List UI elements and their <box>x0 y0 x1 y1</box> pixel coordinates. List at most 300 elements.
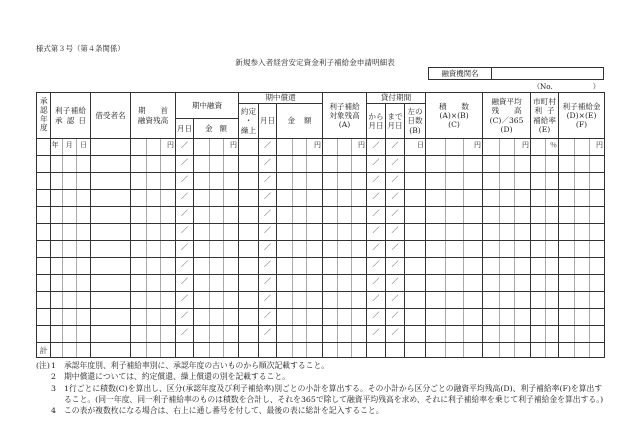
cell-mid-loan-amount: 円 <box>194 139 239 156</box>
header-subsidy-rate-line: 補給率 <box>533 115 556 125</box>
cell-mid-loan-amount <box>194 207 239 224</box>
cell-opening-balance <box>131 326 176 343</box>
header-borrower <box>91 93 131 139</box>
cell-approval-year <box>37 309 51 326</box>
cell-mid-repay-amount <box>277 343 323 358</box>
cell-opening-balance <box>131 258 176 275</box>
cell-opening-balance <box>131 241 176 258</box>
cell-borrower <box>91 207 131 224</box>
cell-period-to: ／ <box>386 190 405 207</box>
cell-period-from: ／ <box>367 241 386 258</box>
cell-avg-balance <box>483 207 531 224</box>
header-period-days-line: (B) <box>409 125 421 135</box>
table-body <box>37 139 605 358</box>
cell-product: 円 <box>426 139 483 156</box>
header-period-to-line: まで <box>387 111 403 121</box>
cell-days <box>405 292 426 309</box>
cell-period-from: ／ <box>367 224 386 241</box>
cell-mid-repay-date: ／ <box>259 190 277 207</box>
header-period-days-line: 日数 <box>407 116 423 126</box>
sheet-number <box>533 82 600 92</box>
cell-mid-repay-type <box>239 139 259 156</box>
header-mid-loan-label: 期中融資 <box>191 100 223 110</box>
cell-subsidy <box>559 173 605 190</box>
cell-mid-repay-amount: 円 <box>277 139 323 156</box>
cell-mid-loan-amount <box>194 326 239 343</box>
cell-period-from: ／ <box>367 275 386 292</box>
note-indent <box>36 371 51 382</box>
cell-borrower <box>91 309 131 326</box>
header-target-balance-line: 対象残高 <box>329 110 360 120</box>
cell-mid-repay-date <box>259 343 277 358</box>
header-mid-repay-date <box>259 104 277 139</box>
cell-days <box>405 241 426 258</box>
table-row <box>37 224 605 241</box>
cell-mid-repay-type <box>239 207 259 224</box>
cell-days: 日 <box>405 139 426 156</box>
cell-product <box>426 326 483 343</box>
total-row <box>37 343 605 358</box>
header-mid-loan-amount <box>194 119 239 139</box>
header-mid-repay-type-line: ・ <box>244 116 253 126</box>
cell-mid-repay-amount <box>277 156 323 173</box>
cell-mid-repay-amount <box>277 241 323 258</box>
header-average-balance-line: 融資平均 <box>491 96 522 106</box>
cell-target-balance <box>323 173 367 190</box>
cell-period-to: ／ <box>386 258 405 275</box>
header-period-days-line: 左の <box>407 107 423 117</box>
sheet-number-open: （No. <box>532 82 553 91</box>
header-period-from <box>367 104 386 139</box>
header-mid-repay-date-label: 月日 <box>259 116 276 126</box>
header-product-line: (C) <box>448 120 460 130</box>
form-number: 様式第３号（第４条関係） <box>36 44 125 53</box>
header-subsidy-amount-line: (D)×(E) <box>566 110 597 120</box>
cell-product <box>426 224 483 241</box>
header-approval-year <box>37 93 51 139</box>
cell-period-to: ／ <box>386 309 405 326</box>
cell-mid-repay-amount <box>277 292 323 309</box>
cell-period-from: ／ <box>367 139 386 156</box>
header-mid-repay-amount-label: 金額 <box>287 116 312 126</box>
cell-avg-balance <box>483 241 531 258</box>
cell-mid-loan-date: ／ <box>176 139 194 156</box>
cell-period-to: ／ <box>386 224 405 241</box>
cell-period-from: ／ <box>367 326 386 343</box>
header-mid-repay-amount <box>277 104 323 139</box>
cell-borrower <box>91 190 131 207</box>
note-item <box>36 360 604 371</box>
cell-subsidy <box>559 190 605 207</box>
table-row <box>37 326 605 343</box>
cell-opening-balance <box>131 343 176 358</box>
sheet-number-blank <box>553 82 593 92</box>
header-mid-repay-label: 期中償還 <box>265 93 296 103</box>
cell-mid-repay-amount <box>277 309 323 326</box>
cell-mid-repay-type <box>239 326 259 343</box>
note-item <box>36 371 604 382</box>
cell-opening-balance <box>131 207 176 224</box>
cell-approval-year <box>37 241 51 258</box>
cell-period-from: ／ <box>367 156 386 173</box>
header-mid-repay-type-line: 約定 <box>240 107 257 117</box>
cell-approval-year: 計 <box>37 343 51 358</box>
header-average-balance-line: (D) <box>500 124 513 134</box>
cell-approval-date <box>51 241 91 258</box>
cell-product <box>426 207 483 224</box>
header-subsidy-rate-line: 市町村 <box>533 96 556 106</box>
cell-mid-loan-date: ／ <box>176 190 194 207</box>
cell-days <box>405 173 426 190</box>
header-product-line: (A)×(B) <box>439 110 469 120</box>
cell-mid-loan-date <box>176 343 194 358</box>
cell-period-from: ／ <box>367 292 386 309</box>
cell-mid-loan-amount <box>194 224 239 241</box>
table-row <box>37 156 605 173</box>
cell-rate <box>531 309 559 326</box>
header-mid-loan-amount-label: 金額 <box>205 123 227 133</box>
cell-period-from: ／ <box>367 173 386 190</box>
note-indent <box>36 405 51 416</box>
cell-target-balance <box>323 309 367 326</box>
cell-mid-repay-amount <box>277 207 323 224</box>
cell-product <box>426 173 483 190</box>
cell-avg-balance <box>483 190 531 207</box>
note-text: 1行ごとに積数(C)を算出し、区分(承認年度及び利子補給率)別ごとの小計を算出する。その小計から区分ごとの融資平均残高(D)、利子補給率(F)を算出すること。(同一年度、同一利子補給率のものは積数を合計し、それを365で除して融資平均残高を求め、それに利子補給率を乗じて利子補給金を算出する。) <box>64 383 604 404</box>
header-subsidy-amount-line: 利子補給金 <box>562 101 601 111</box>
cell-borrower <box>91 258 131 275</box>
cell-mid-repay-date: ／ <box>259 139 277 156</box>
note-number: 1 <box>51 361 56 370</box>
cell-borrower <box>91 275 131 292</box>
cell-approval-year <box>37 156 51 173</box>
header-period-from-line: から <box>368 111 384 121</box>
cell-avg-balance <box>483 258 531 275</box>
cell-mid-repay-date: ／ <box>259 173 277 190</box>
lender-name-box <box>428 67 604 80</box>
header-approval-date-line: 承認日 <box>55 115 86 125</box>
table-row <box>37 275 605 292</box>
header-target-balance-line: 利子補給 <box>329 101 360 111</box>
cell-mid-loan-amount <box>194 258 239 275</box>
header-approval-date <box>51 93 91 139</box>
table-header <box>37 93 605 139</box>
cell-mid-repay-type <box>239 156 259 173</box>
header-subsidy-amount-line: (F) <box>575 120 588 130</box>
cell-mid-repay-amount <box>277 275 323 292</box>
cell-approval-date <box>51 292 91 309</box>
cell-opening-balance <box>131 275 176 292</box>
cell-rate <box>531 207 559 224</box>
table-row <box>37 241 605 258</box>
note-text: 承認年度別、利子補給率別に、承認年度の古いものから順次記載すること。 <box>64 361 330 370</box>
cell-mid-loan-date: ／ <box>176 275 194 292</box>
cell-mid-repay-date: ／ <box>259 292 277 309</box>
cell-borrower <box>91 292 131 309</box>
cell-approval-date: 年 月 日 <box>51 139 91 156</box>
cell-rate <box>531 173 559 190</box>
cell-product <box>426 190 483 207</box>
cell-mid-repay-date: ／ <box>259 326 277 343</box>
cell-borrower <box>91 139 131 156</box>
cell-opening-balance <box>131 292 176 309</box>
cell-opening-balance <box>131 309 176 326</box>
header-opening-balance <box>131 93 176 139</box>
cell-mid-repay-amount <box>277 326 323 343</box>
cell-approval-date <box>51 258 91 275</box>
cell-days <box>405 275 426 292</box>
note-text: 期中償還については、約定償還、繰上償還の別を記載すること。 <box>64 372 290 382</box>
header-subsidy-rate-line: (E) <box>538 124 551 134</box>
header-period-from-line: 月日 <box>368 121 384 130</box>
cell-days <box>405 190 426 207</box>
cell-period-to: ／ <box>386 275 405 292</box>
cell-mid-loan-amount <box>194 275 239 292</box>
cell-period-from: ／ <box>367 258 386 275</box>
cell-period-from: ／ <box>367 309 386 326</box>
note-number: 4 <box>51 406 56 416</box>
lender-name-field <box>492 68 603 79</box>
cell-approval-date <box>51 190 91 207</box>
cell-subsidy <box>559 275 605 292</box>
cell-mid-repay-amount <box>277 258 323 275</box>
header-product-line: 積数 <box>439 101 470 111</box>
header-loan-period <box>367 93 426 104</box>
cell-period-to: ／ <box>386 173 405 190</box>
document-title: 新規参入者経営安定資金利子補給金申請明細表 <box>235 58 395 67</box>
cell-target-balance <box>323 258 367 275</box>
cell-mid-loan-date: ／ <box>176 156 194 173</box>
cell-borrower <box>91 241 131 258</box>
cell-mid-repay-type <box>239 309 259 326</box>
cell-approval-date <box>51 207 91 224</box>
cell-days <box>405 156 426 173</box>
cell-mid-repay-date: ／ <box>259 309 277 326</box>
note-item <box>36 383 604 406</box>
header-target-balance <box>323 93 367 139</box>
cell-period-to: ／ <box>386 139 405 156</box>
cell-product <box>426 343 483 358</box>
cell-subsidy <box>559 326 605 343</box>
cell-target-balance <box>323 156 367 173</box>
header-opening-balance-line: 期首 <box>138 106 168 116</box>
cell-avg-balance <box>483 343 531 358</box>
cell-mid-loan-amount <box>194 309 239 326</box>
cell-target-balance <box>323 224 367 241</box>
cell-avg-balance <box>483 156 531 173</box>
cell-subsidy <box>559 292 605 309</box>
header-target-balance-line: (A) <box>338 120 351 130</box>
cell-mid-repay-amount <box>277 190 323 207</box>
cell-mid-loan-date: ／ <box>176 207 194 224</box>
header-mid-loan <box>176 93 239 119</box>
header-period-to-line: 月日 <box>387 121 403 130</box>
cell-target-balance <box>323 343 367 358</box>
cell-approval-year <box>37 224 51 241</box>
note-indent <box>36 383 51 406</box>
detail-table <box>36 92 605 358</box>
note-item <box>36 405 604 416</box>
header-row-1 <box>37 93 605 104</box>
sheet-number-close: ） <box>592 82 600 91</box>
cell-opening-balance <box>131 156 176 173</box>
header-average-balance-line: 残高 <box>491 106 522 116</box>
cell-rate <box>531 292 559 309</box>
cell-target-balance <box>323 207 367 224</box>
header-approval-year-label: 承認年度 <box>39 96 49 132</box>
cell-avg-balance <box>483 326 531 343</box>
cell-period-from: ／ <box>367 190 386 207</box>
cell-mid-loan-date: ／ <box>176 258 194 275</box>
cell-approval-year <box>37 207 51 224</box>
cell-rate <box>531 326 559 343</box>
cell-approval-year <box>37 139 51 156</box>
cell-mid-loan-amount <box>194 241 239 258</box>
note-number: 2 <box>51 372 56 382</box>
cell-borrower <box>91 224 131 241</box>
cell-mid-loan-amount <box>194 190 239 207</box>
cell-subsidy: 円 <box>559 139 605 156</box>
header-mid-repay-type-line: 繰上 <box>240 125 257 135</box>
cell-mid-loan-date: ／ <box>176 173 194 190</box>
cell-period-from <box>367 343 386 358</box>
table-row <box>37 190 605 207</box>
cell-product <box>426 241 483 258</box>
cell-avg-balance <box>483 173 531 190</box>
cell-subsidy <box>559 309 605 326</box>
cell-approval-date <box>51 275 91 292</box>
cell-rate <box>531 190 559 207</box>
cell-approval-date <box>51 309 91 326</box>
cell-borrower <box>91 173 131 190</box>
header-average-balance <box>483 93 531 139</box>
cell-mid-repay-type <box>239 241 259 258</box>
cell-product <box>426 156 483 173</box>
cell-mid-loan-date: ／ <box>176 241 194 258</box>
cell-avg-balance <box>483 275 531 292</box>
header-mid-loan-date <box>176 119 194 139</box>
table-row <box>37 173 605 190</box>
header-subsidy-rate <box>531 93 559 139</box>
cell-product <box>426 309 483 326</box>
cell-period-to: ／ <box>386 326 405 343</box>
cell-opening-balance: 円 <box>131 139 176 156</box>
cell-mid-loan-date: ／ <box>176 292 194 309</box>
cell-approval-year <box>37 292 51 309</box>
header-subsidy-rate-line: 利子 <box>534 106 555 116</box>
cell-mid-repay-amount <box>277 173 323 190</box>
cell-subsidy <box>559 224 605 241</box>
cell-days <box>405 326 426 343</box>
cell-subsidy <box>559 207 605 224</box>
cell-borrower <box>91 343 131 358</box>
cell-opening-balance <box>131 173 176 190</box>
cell-mid-repay-type <box>239 258 259 275</box>
cell-days <box>405 258 426 275</box>
cell-avg-balance <box>483 292 531 309</box>
cell-rate <box>531 241 559 258</box>
lender-name-label: 融資機関名 <box>429 68 492 79</box>
header-mid-repay-type <box>239 104 259 139</box>
cell-avg-balance: 円 <box>483 139 531 156</box>
cell-product <box>426 258 483 275</box>
header-loan-period-label: 貸付期間 <box>380 93 412 103</box>
cell-target-balance <box>323 241 367 258</box>
cell-mid-loan-amount <box>194 292 239 309</box>
cell-subsidy <box>559 241 605 258</box>
header-period-to <box>386 104 405 139</box>
cell-days <box>405 207 426 224</box>
cell-product <box>426 292 483 309</box>
cell-days <box>405 224 426 241</box>
header-period-days <box>405 104 426 139</box>
cell-mid-repay-date: ／ <box>259 258 277 275</box>
cell-mid-loan-date: ／ <box>176 326 194 343</box>
header-borrower-label: 借受者名 <box>95 110 126 120</box>
table-row <box>37 309 605 326</box>
cell-approval-year <box>37 173 51 190</box>
cell-subsidy <box>559 156 605 173</box>
cell-mid-repay-type <box>239 224 259 241</box>
cell-subsidy <box>559 258 605 275</box>
note-text: この表が複数枚になる場合は、右上に通し番号を付して、最後の表に総計を記入すること。 <box>64 406 384 416</box>
cell-target-balance <box>323 326 367 343</box>
cell-mid-repay-type <box>239 343 259 358</box>
cell-approval-date <box>51 224 91 241</box>
cell-rate <box>531 343 559 358</box>
table-row <box>37 292 605 309</box>
cell-avg-balance <box>483 309 531 326</box>
table-row <box>37 139 605 156</box>
cell-approval-year <box>37 275 51 292</box>
cell-mid-loan-date: ／ <box>176 224 194 241</box>
cell-mid-repay-date: ／ <box>259 224 277 241</box>
cell-product <box>426 275 483 292</box>
cell-mid-repay-date: ／ <box>259 156 277 173</box>
cell-mid-repay-date: ／ <box>259 241 277 258</box>
cell-mid-repay-type <box>239 173 259 190</box>
cell-days <box>405 309 426 326</box>
cell-opening-balance <box>131 190 176 207</box>
cell-avg-balance <box>483 224 531 241</box>
cell-mid-loan-date: ／ <box>176 309 194 326</box>
cell-rate <box>531 224 559 241</box>
cell-period-to <box>386 343 405 358</box>
cell-subsidy <box>559 343 605 358</box>
cell-borrower <box>91 326 131 343</box>
cell-approval-year <box>37 190 51 207</box>
cell-period-to: ／ <box>386 207 405 224</box>
header-mid-loan-date-label: 月日 <box>176 123 193 133</box>
cell-mid-repay-date: ／ <box>259 275 277 292</box>
cell-days <box>405 343 426 358</box>
cell-target-balance <box>323 190 367 207</box>
cell-period-from: ／ <box>367 207 386 224</box>
cell-mid-loan-amount <box>194 343 239 358</box>
cell-target-balance <box>323 275 367 292</box>
cell-approval-date <box>51 326 91 343</box>
cell-approval-year <box>37 326 51 343</box>
header-mid-repay <box>239 93 323 104</box>
note-prefix: (注) <box>36 361 50 370</box>
cell-period-to: ／ <box>386 156 405 173</box>
cell-mid-repay-type <box>239 275 259 292</box>
cell-opening-balance <box>131 224 176 241</box>
cell-rate <box>531 258 559 275</box>
cell-mid-repay-amount <box>277 224 323 241</box>
cell-approval-date <box>51 156 91 173</box>
cell-rate <box>531 275 559 292</box>
